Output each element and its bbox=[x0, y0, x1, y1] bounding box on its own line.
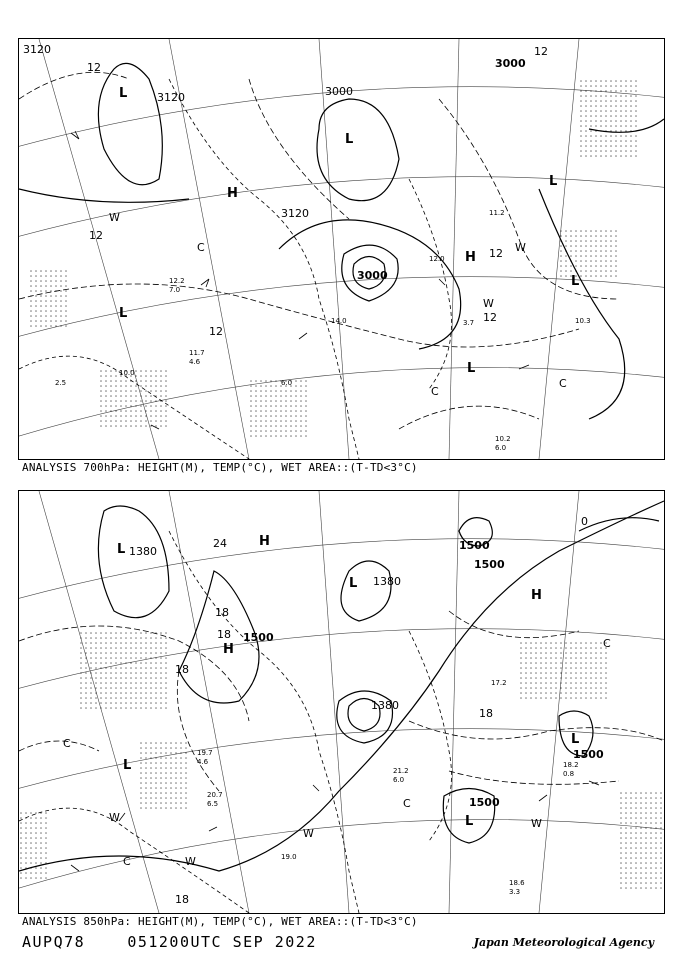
station-value: 12.0 bbox=[429, 255, 445, 263]
station-value: 20.7 bbox=[207, 791, 223, 799]
station-value: 14.0 bbox=[331, 317, 347, 325]
height-label: 1500 bbox=[474, 558, 505, 571]
isotherm-label: 18 bbox=[479, 707, 493, 720]
warm-symbol: W bbox=[515, 241, 526, 254]
station-value: 10.2 bbox=[495, 435, 511, 443]
low-symbol: L bbox=[117, 542, 126, 557]
isotherm-label: 18 bbox=[175, 893, 189, 906]
low-symbol: L bbox=[571, 732, 580, 747]
warm-symbol: W bbox=[483, 297, 494, 310]
warm-symbol: W bbox=[185, 855, 196, 868]
station-value: 19.7 bbox=[197, 749, 213, 757]
chart-850hpa-map bbox=[19, 491, 664, 913]
low-symbol: L bbox=[123, 758, 132, 773]
height-label: 3120 bbox=[23, 43, 51, 56]
isotherm-label: 24 bbox=[213, 537, 227, 550]
pressure-systems bbox=[109, 86, 579, 398]
height-label: 3000 bbox=[495, 57, 526, 70]
coastline bbox=[19, 531, 452, 913]
chart-700hpa-caption: ANALYSIS 700hPa: HEIGHT(M), TEMP(°C), WET AREA::(T-TD<3°C) bbox=[22, 461, 418, 474]
low-symbol: L bbox=[119, 306, 128, 321]
station-value: 19.0 bbox=[281, 853, 297, 861]
low-symbol: L bbox=[467, 361, 476, 376]
station-value: 3.7 bbox=[463, 319, 475, 327]
isotherm-label: 18 bbox=[215, 606, 229, 619]
cold-symbol: C bbox=[559, 377, 567, 390]
isotherm-label: 18 bbox=[217, 628, 231, 641]
cold-symbol: C bbox=[431, 385, 439, 398]
low-symbol: L bbox=[345, 132, 354, 147]
high-symbol: H bbox=[465, 250, 476, 265]
height-label: 1500 bbox=[573, 748, 604, 761]
isotherm-label: 12 bbox=[209, 325, 223, 338]
low-symbol: L bbox=[571, 274, 580, 289]
height-label: 1380 bbox=[129, 545, 157, 558]
station-value: 18.6 bbox=[509, 879, 525, 887]
cold-symbol: C bbox=[603, 637, 611, 650]
isotherm-label: 0 bbox=[581, 515, 588, 528]
high-symbol: H bbox=[227, 186, 238, 201]
valid-time: 051200UTC SEP 2022 bbox=[127, 933, 317, 951]
height-label: 3120 bbox=[281, 207, 309, 220]
station-value: 6.0 bbox=[281, 379, 293, 387]
station-value: 4.6 bbox=[189, 358, 201, 366]
low-symbol: L bbox=[549, 174, 558, 189]
isotherm-label: 18 bbox=[175, 663, 189, 676]
low-symbol: L bbox=[119, 86, 128, 101]
height-label: 1500 bbox=[469, 796, 500, 809]
station-value: 18.2 bbox=[563, 761, 579, 769]
chart-850hpa bbox=[18, 490, 665, 914]
cold-symbol: C bbox=[403, 797, 411, 810]
station-value: 10.0 bbox=[119, 369, 135, 377]
station-value: 6.5 bbox=[207, 800, 219, 808]
station-value: 6.0 bbox=[393, 776, 405, 784]
station-value: 11.7 bbox=[189, 349, 205, 357]
chart-700hpa-map bbox=[19, 39, 664, 459]
warm-symbol: W bbox=[109, 211, 120, 224]
station-value: 6.0 bbox=[495, 444, 507, 452]
height-label: 3000 bbox=[357, 269, 388, 282]
isotherm-label: 12 bbox=[87, 61, 101, 74]
height-label: 1500 bbox=[243, 631, 274, 644]
station-value: 17.2 bbox=[491, 679, 507, 687]
low-symbol: L bbox=[349, 576, 358, 591]
high-symbol: H bbox=[259, 534, 270, 549]
station-value: 12.2 bbox=[169, 277, 185, 285]
station-value: 7.0 bbox=[169, 286, 181, 294]
station-value: 0.8 bbox=[563, 770, 575, 778]
high-symbol: H bbox=[223, 642, 234, 657]
warm-symbol: W bbox=[109, 811, 120, 824]
station-value: 2.5 bbox=[55, 379, 67, 387]
isotherm-label: 12 bbox=[483, 311, 497, 324]
isotherm-label: 12 bbox=[534, 45, 548, 58]
cold-symbol: C bbox=[63, 737, 71, 750]
station-value: 3.3 bbox=[509, 888, 521, 896]
height-label: 1500 bbox=[459, 539, 490, 552]
product-header bbox=[22, 933, 317, 951]
warm-symbol: W bbox=[531, 817, 542, 830]
station-value: 4.6 bbox=[197, 758, 209, 766]
chart-850hpa-caption: ANALYSIS 850hPa: HEIGHT(M), TEMP(°C), WET AREA::(T-TD<3°C) bbox=[22, 915, 418, 928]
high-symbol: H bbox=[531, 588, 542, 603]
height-label: 3000 bbox=[325, 85, 353, 98]
isotherm-label: 12 bbox=[89, 229, 103, 242]
temp-labels bbox=[87, 45, 548, 338]
warm-symbol: W bbox=[303, 827, 314, 840]
station-value: 11.2 bbox=[489, 209, 505, 217]
chart-700hpa bbox=[18, 38, 665, 460]
product-code: AUPQ78 bbox=[22, 933, 86, 951]
height-label: 1380 bbox=[373, 575, 401, 588]
height-label: 3120 bbox=[157, 91, 185, 104]
cold-symbol: C bbox=[123, 855, 131, 868]
height-label: 1380 bbox=[371, 699, 399, 712]
wet-areas bbox=[29, 79, 639, 439]
station-value: 21.2 bbox=[393, 767, 409, 775]
isotherm-label: 12 bbox=[489, 247, 503, 260]
station-value: 10.3 bbox=[575, 317, 591, 325]
low-symbol: L bbox=[465, 814, 474, 829]
agency-name: Japan Meteorological Agency bbox=[473, 936, 654, 949]
cold-symbol: C bbox=[197, 241, 205, 254]
